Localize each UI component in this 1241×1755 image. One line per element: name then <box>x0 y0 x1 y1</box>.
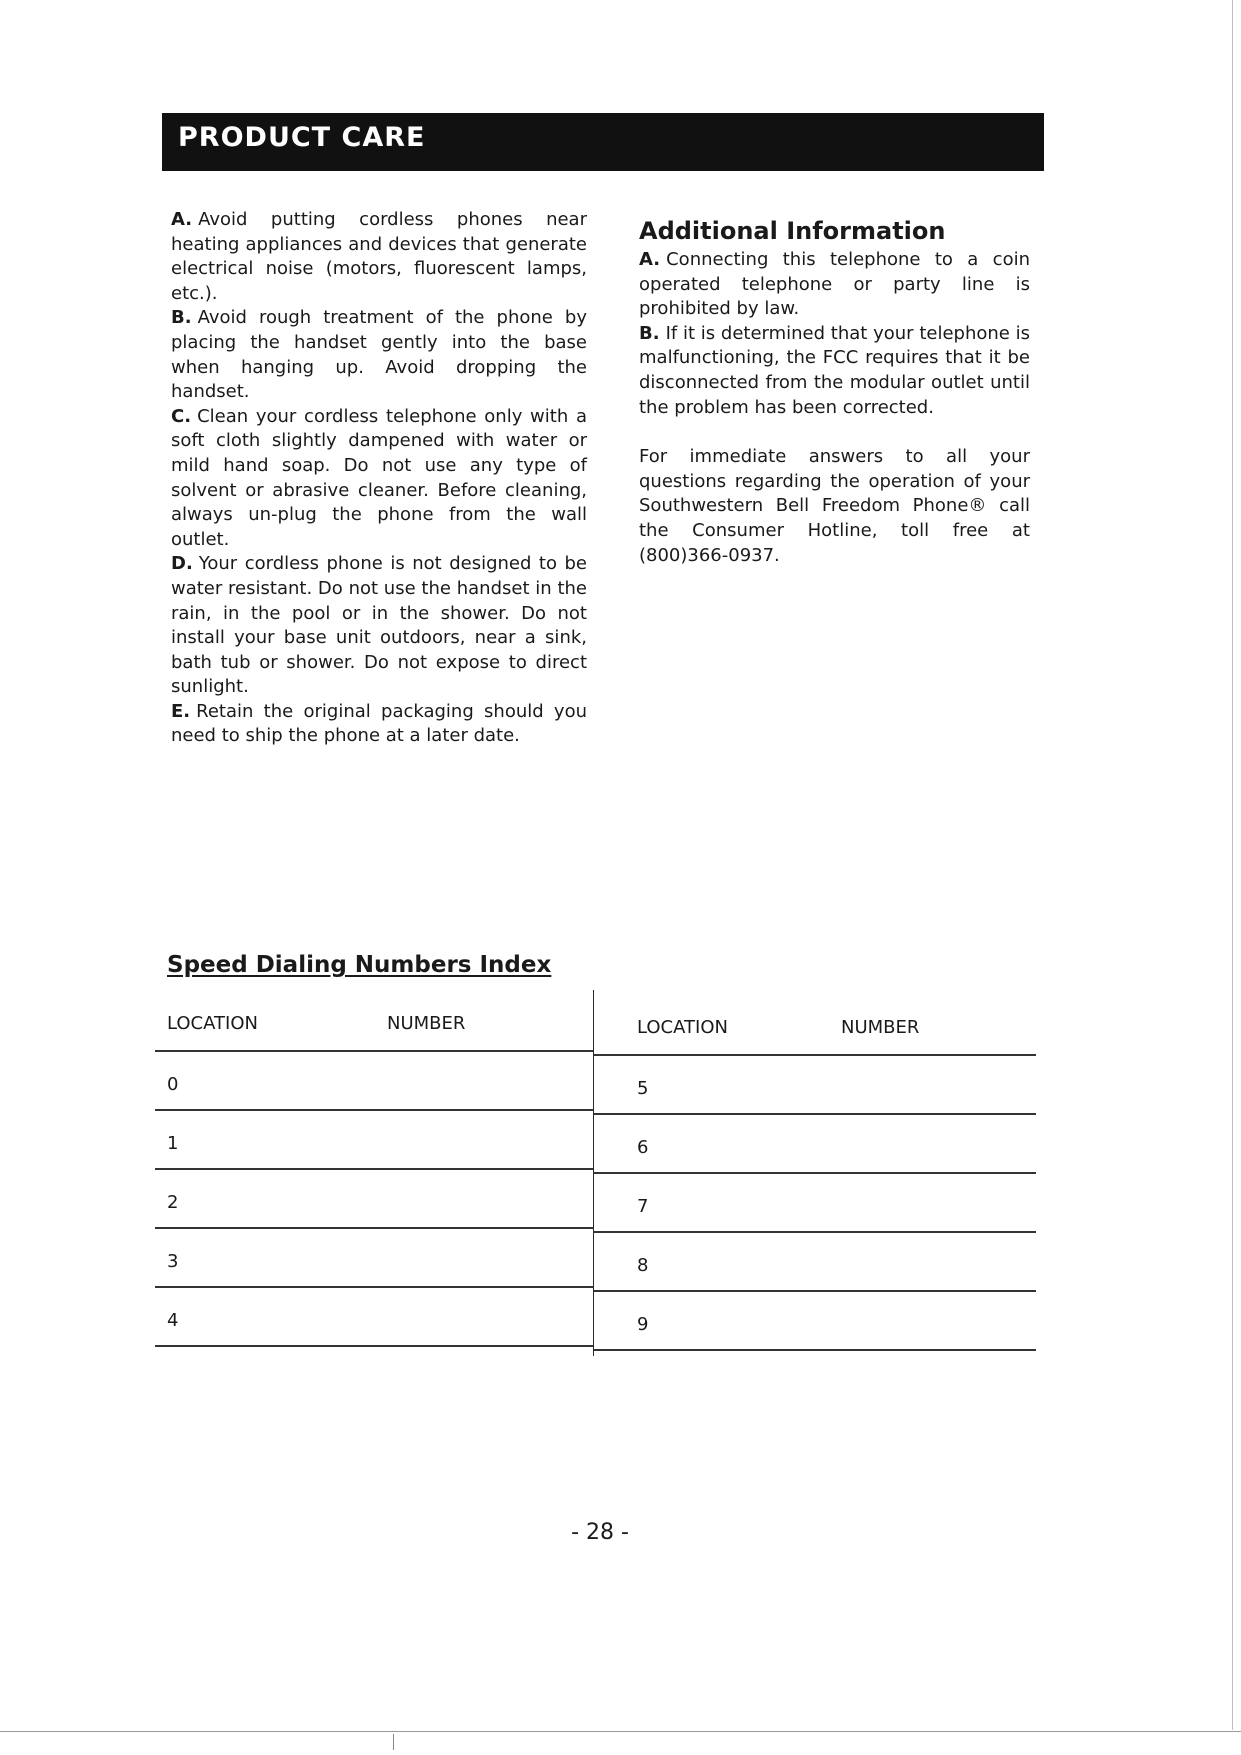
location-cell: 2 <box>167 1192 179 1213</box>
care-item-text: Retain the original packaging should you need to ship the phone at a later date. <box>171 700 587 747</box>
care-item-e <box>171 700 587 749</box>
section-title: PRODUCT CARE <box>178 122 426 153</box>
additional-item-text: Connecting this telephone to a coin operated telephone or party line is prohibited by law. <box>639 249 1030 320</box>
table-header-row <box>155 1005 593 1052</box>
table-row[interactable] <box>594 1233 1036 1292</box>
care-item-letter: E. <box>171 700 191 722</box>
additional-information-column <box>639 216 1030 568</box>
table-row[interactable] <box>594 1174 1036 1233</box>
section-header <box>162 113 1044 171</box>
location-column-header: LOCATION <box>167 1013 258 1034</box>
speed-dial-index-title: Speed Dialing Numbers Index <box>167 952 552 978</box>
additional-item-letter: A. <box>639 249 661 270</box>
location-cell: 7 <box>637 1196 649 1217</box>
additional-item-letter: B. <box>639 322 660 344</box>
scan-edge-mark <box>393 1734 394 1750</box>
additional-information-heading: Additional Information <box>639 217 946 245</box>
location-cell: 5 <box>637 1078 649 1099</box>
care-item-letter: A. <box>171 209 193 230</box>
table-row[interactable] <box>594 1056 1036 1115</box>
location-cell: 1 <box>167 1133 179 1154</box>
care-item-text: Clean your cordless telephone only with a soft cloth slightly dampened with water or mild hand soap. Do not use any type of solvent or abrasive cleaner. Before cleaning, always un-plug the phone from the wall outlet. <box>171 405 587 550</box>
consumer-hotline-paragraph: For immediate answers to all your questions regarding the operation of your Southwestern Bell Freedom Phone® call the Consumer Hotline, toll free at (800)366-0937. <box>639 446 1030 566</box>
additional-item-b <box>639 322 1030 420</box>
number-column-header: NUMBER <box>841 1017 920 1038</box>
care-item-a <box>171 208 587 306</box>
care-item-b <box>171 306 587 404</box>
care-item-text: Avoid rough treatment of the phone by placing the handset gently into the base when hanging up. Avoid dropping the handset. <box>171 307 587 403</box>
page-number: - 28 - <box>571 1520 629 1545</box>
additional-item-text: If it is determined that your telephone is malfunctioning, the FCC requires that it be disconnected from the modular outlet until the problem has been corrected. <box>639 322 1030 418</box>
scan-edge-line <box>0 1731 1241 1732</box>
care-item-letter: D. <box>171 553 193 575</box>
care-item-letter: C. <box>171 405 192 427</box>
table-row[interactable] <box>594 1115 1036 1174</box>
table-row[interactable] <box>155 1288 593 1347</box>
location-cell: 0 <box>167 1074 179 1095</box>
speed-dial-table-left <box>155 1005 593 1347</box>
table-header-row <box>594 1009 1036 1056</box>
additional-item-a <box>639 248 1030 322</box>
location-cell: 6 <box>637 1137 649 1158</box>
location-column-header: LOCATION <box>637 1017 728 1038</box>
care-item-text: Your cordless phone is not designed to be water resistant. Do not use the handset in the rain, in the pool or in the shower. Do not install your base unit outdoors, near a sink, bath tub or shower. Do not expose to direct sunlight. <box>171 553 587 698</box>
care-item-letter: B. <box>171 307 192 329</box>
table-row[interactable] <box>594 1292 1036 1351</box>
care-item-d <box>171 552 587 700</box>
table-row[interactable] <box>155 1229 593 1288</box>
number-column-header: NUMBER <box>387 1013 466 1034</box>
care-item-text: Avoid putting cordless phones near heating appliances and devices that generate electrical noise (motors, fluorescent lamps, etc.). <box>171 209 587 304</box>
location-cell: 9 <box>637 1314 649 1335</box>
care-item-c <box>171 405 587 553</box>
table-row[interactable] <box>155 1170 593 1229</box>
table-row[interactable] <box>155 1052 593 1111</box>
location-cell: 8 <box>637 1255 649 1276</box>
speed-dial-table-right <box>594 1009 1036 1351</box>
product-care-column <box>171 208 587 749</box>
scan-edge-line <box>1232 0 1233 1730</box>
location-cell: 4 <box>167 1310 179 1331</box>
table-row[interactable] <box>155 1111 593 1170</box>
location-cell: 3 <box>167 1251 179 1272</box>
